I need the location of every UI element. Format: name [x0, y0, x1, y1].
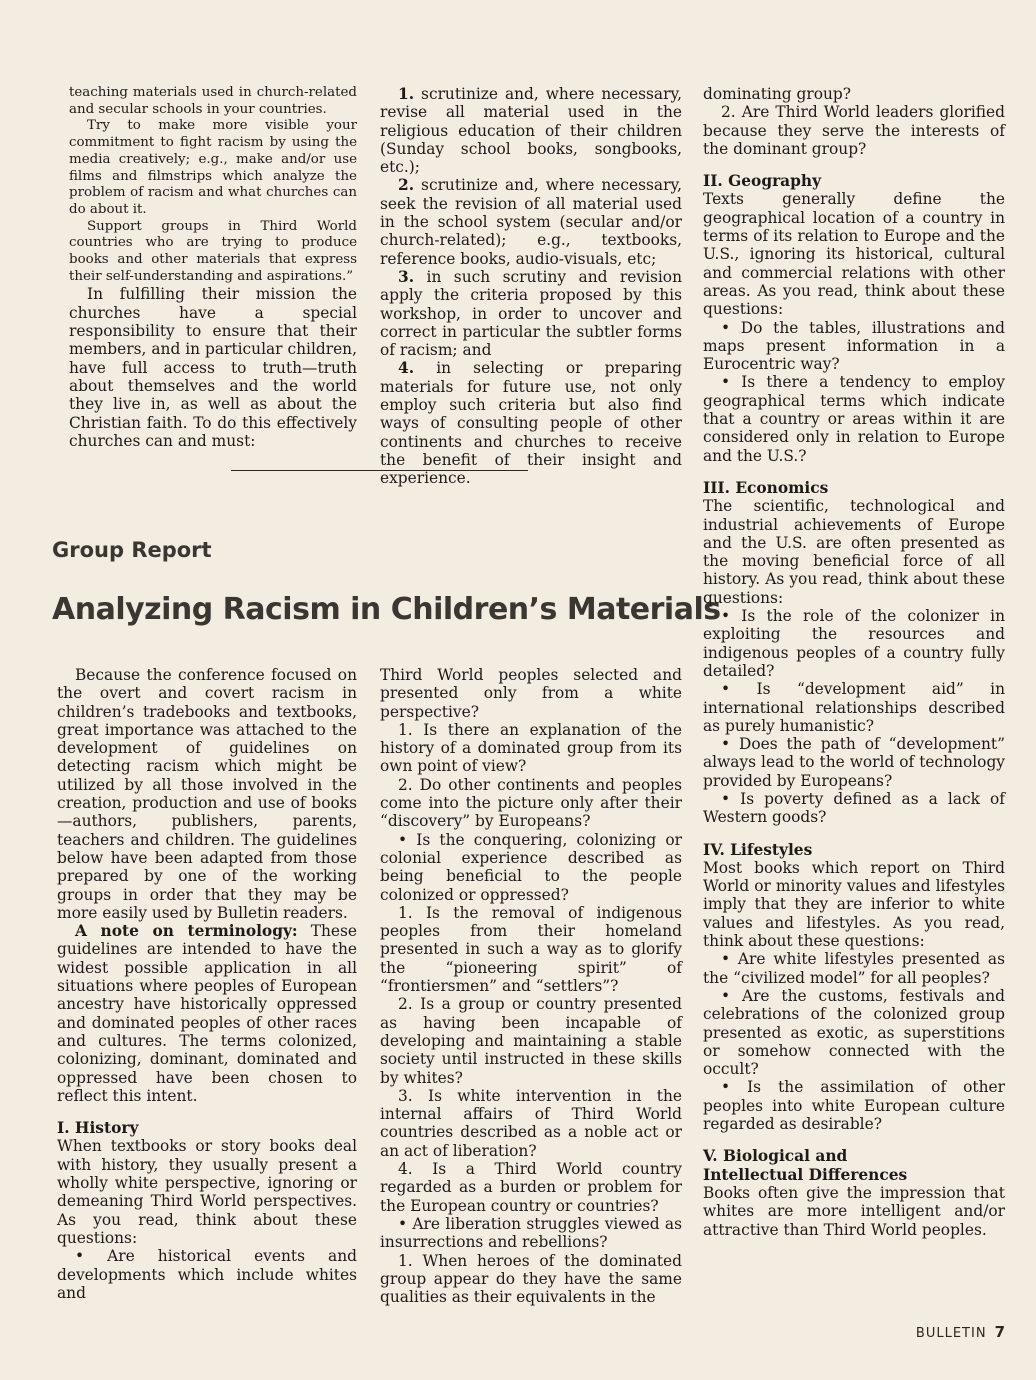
paragraph: In fulfilling their mission the churches have a special responsibility to ensure that their members, and in particular children, have full access to truth—truth about themselves and the world they live in, as well as about the Christian faith. To do this effectively churches can and must:: [69, 285, 357, 450]
section-divider: [231, 470, 528, 471]
list-item: 2. scrutinize and, where necessary, seek the revision of all material used in the school system (secular and/or church-related); e.g., textbooks, reference books, audio-visuals, etc;: [380, 176, 682, 268]
paragraph: • Does the path of “development” always lead to the world of technology provided by Europeans?: [703, 735, 1005, 790]
top-column-middle: [380, 85, 682, 488]
list-item: 1. scrutinize and, where necessary, revise all material used in the religious education of their children (Sunday school books, songbooks, etc.);: [380, 85, 682, 177]
paragraph: Books often give the impression that whites are more intelligent and/or attractive than Third World peoples.: [703, 1183, 1005, 1239]
paragraph: • Is poverty defined as a lack of Western goods?: [703, 789, 1005, 827]
paragraph: Because the conference focused on the overt and covert racism in children’s tradebooks and textbooks, great importance was attached to the development of guidelines on detecting racism which might be utilized by all those involved in the creation, production and use of books—authors, publishers, parents, teachers and children. The guidelines below have been adapted from those prepared by one of the working groups in order that they may be more easily used by Bulletin readers.: [57, 666, 357, 922]
paragraph: 1. Is there an explanation of the history of a dominated group from its own point of view?: [380, 720, 682, 776]
article-column-2: [380, 666, 682, 1306]
section-heading: V. Biological and: [703, 1147, 848, 1166]
paragraph: • Are liberation struggles viewed as insurrections and rebellions?: [380, 1214, 682, 1252]
paragraph: 2. Do other continents and peoples come into the picture only after their “discovery” by Europeans?: [380, 775, 682, 831]
paragraph: 1. Is the removal of indigenous peoples from their homeland presented in such a way as to glorify the “pioneering spirit” of “frontiersmen” and “settlers”?: [380, 903, 682, 996]
paragraph: • Is the assimilation of other peoples into white European culture regarded as desirable?: [703, 1078, 1005, 1134]
article-title: Analyzing Racism in Children’s Materials: [52, 592, 721, 627]
top-column-left: [69, 85, 357, 450]
paragraph: Third World peoples selected and presented only from a white perspective?: [380, 666, 682, 721]
paragraph: When textbooks or story books deal with history, they usually present a wholly white perspective, ignoring or demeaning Third World perspectives. As you read, think about these questions:: [57, 1137, 357, 1247]
paragraph: 1. When heroes of the dominated group appear do they have the same qualities as their equivalents in the: [380, 1251, 682, 1307]
paragraph: • Are white lifestyles presented as the “civilized model” for all peoples?: [703, 950, 1005, 987]
list-item: 4. in selecting or preparing materials for future use, not only employ such criteria but also find ways of consulting people of other continents and churches to receive the benefit of their insight and experience.: [380, 359, 682, 488]
section-heading: III. Economics: [703, 478, 829, 497]
paragraph: A note on terminology: These guidelines are intended to have the widest possible application in all situations where peoples of European ancestry have historically oppressed and dominated peoples of other races and cultures. The terms colonized, colonizing, dominant, dominated and oppressed have been chosen to reflect this intent.: [57, 922, 357, 1105]
page-number: 7: [994, 1323, 1006, 1341]
list-item: 3. in such scrutiny and revision apply the criteria proposed by this workshop, in order to uncover and correct in particular the subtler forms of racism; and: [380, 267, 682, 360]
paragraph: Try to make more visible your commitment to fight racism by using the media creatively; e.g., make and/or use films and filmstrips which analyze the problem of racism and what churches can do about it.: [69, 118, 357, 217]
paragraph: • Is there a tendency to employ geographical terms which indicate that a country or areas within it are considered only in relation to Europe and the U.S.?: [703, 373, 1005, 465]
article-column-3: [703, 85, 1005, 1239]
paragraph: 3. Is white intervention in the internal affairs of Third World countries described as a noble act or an act of liberation?: [380, 1086, 682, 1160]
publication-name: BULLETIN: [915, 1326, 987, 1341]
article-column-1: [57, 666, 357, 1302]
paragraph: 2. Are Third World leaders glorified because they serve the interests of the dominant group?: [703, 103, 1005, 158]
paragraph: Support groups in Third World countries who are trying to produce books and other materials that express their self-understanding and aspirations.”: [69, 218, 357, 284]
section-kicker: Group Report: [52, 538, 212, 562]
section-heading: IV. Lifestyles: [703, 840, 813, 859]
note-lead: A note on terminology:: [75, 922, 298, 941]
paragraph: The scientific, technological and industrial achievements of Europe and the U.S. are often presented as the moving beneficial force of all history. As you read, think about these questions:: [703, 497, 1005, 607]
paragraph: • Are the customs, festivals and celebrations of the colonized group presented as exotic, as superstitions or somehow connected with the occult?: [703, 986, 1005, 1079]
paragraph: • Are historical events and developments which include whites and: [57, 1247, 357, 1302]
paragraph: teaching materials used in church-related and secular schools in your countries.: [69, 85, 357, 117]
paragraph: • Is “development aid” in international relationships described as purely humanistic?: [703, 680, 1005, 735]
section-heading: I. History: [57, 1119, 139, 1138]
section-heading-line: Intellectual Differences: [703, 1165, 908, 1184]
paragraph: Texts generally define the geographical location of a country in terms of its relation to Europe and the U.S., ignoring its historical, cultural and commercial relations with other areas. As you read, think about these questions:: [703, 190, 1005, 319]
paragraph: Most books which report on Third World or minority values and lifestyles imply that they are inferior to white values and lifestyles. As you read, think about these questions:: [703, 858, 1005, 951]
paragraph: dominating group?: [703, 85, 851, 103]
paragraph: 4. Is a Third World country regarded as a burden or problem for the European country or countries?: [380, 1160, 682, 1215]
paragraph: • Is the conquering, colonizing or colonial experience described as being beneficial to the people colonized or oppressed?: [380, 830, 682, 904]
paragraph: • Is the role of the colonizer in exploiting the resources and indigenous peoples of a country fully detailed?: [703, 607, 1005, 680]
paragraph: • Do the tables, illustrations and maps present information in a Eurocentric way?: [703, 318, 1005, 374]
paragraph: 2. Is a group or country presented as having been incapable of developing and maintaining a stable society until instructed in these skills by whites?: [380, 995, 682, 1087]
section-heading: II. Geography: [703, 172, 822, 191]
page-footer: [916, 1323, 1006, 1341]
